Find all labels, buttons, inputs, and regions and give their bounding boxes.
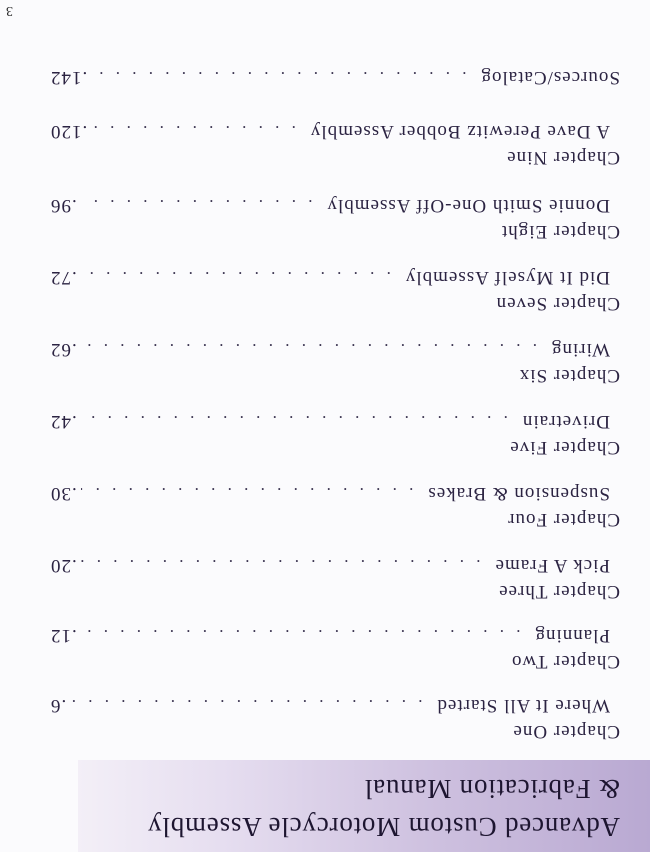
chapter-label: Chapter Four xyxy=(507,509,620,530)
toc-entry-title: Suspension & Brakes xyxy=(427,483,610,504)
dot-leader xyxy=(81,625,521,645)
book-title-line-2: & Fabrication Manual xyxy=(364,774,620,804)
dot-leader xyxy=(81,483,414,503)
toc-entry[interactable] xyxy=(50,118,610,142)
toc-entry-page: .142 xyxy=(50,67,88,88)
toc-entry[interactable] xyxy=(50,552,610,576)
chapter-label: Chapter Nine xyxy=(506,147,620,168)
dot-leader xyxy=(81,555,481,575)
dot-leader xyxy=(70,695,422,715)
toc-entry-title: Where It All Started xyxy=(436,695,610,716)
toc-entry-title: Sources/Catalog xyxy=(480,67,620,88)
toc-entry[interactable] xyxy=(50,336,610,360)
chapter-label: Chapter Eight xyxy=(500,221,620,242)
toc-entry-sources[interactable] xyxy=(50,64,620,88)
toc-entry-page: .20 xyxy=(50,555,77,576)
toc-entry-title: Wiring xyxy=(550,339,610,360)
toc-entry[interactable] xyxy=(50,622,610,646)
toc-entry[interactable] xyxy=(50,408,610,432)
chapter-label: Chapter Seven xyxy=(495,293,620,314)
toc-entry-page: .12 xyxy=(50,625,77,646)
page-number: 3 xyxy=(6,3,13,18)
toc-entry[interactable] xyxy=(50,192,610,216)
toc-entry[interactable] xyxy=(50,692,610,716)
toc-entry-title: Donnie Smith One-Off Assembly xyxy=(326,195,610,216)
dot-leader xyxy=(91,67,466,87)
toc-entry-title: Planning xyxy=(534,625,610,646)
book-title-line-1: Advanced Custom Motorcycle Assembly xyxy=(147,812,620,842)
toc-entry-title: Did It Myself Assembly xyxy=(404,267,610,288)
toc-entry-page: .62 xyxy=(50,339,77,360)
toc-entry-page: .96 xyxy=(50,195,77,216)
chapter-label: Chapter Three xyxy=(498,581,620,602)
chapter-label: Chapter Six xyxy=(518,365,620,386)
dot-leader xyxy=(81,195,313,215)
dot-leader xyxy=(81,411,508,431)
chapter-label: Chapter Two xyxy=(510,651,620,672)
toc-entry[interactable] xyxy=(50,264,610,288)
toc-entry-title: Pick A Frame xyxy=(494,555,610,576)
toc-entry-page: .30 xyxy=(50,483,77,504)
toc-entry-page: .6 xyxy=(50,695,67,716)
dot-leader xyxy=(91,121,296,141)
toc-entry[interactable] xyxy=(50,480,610,504)
toc-entry-page: .72 xyxy=(50,267,77,288)
dot-leader xyxy=(81,267,391,287)
toc-entry-title: Drivetrain xyxy=(521,411,610,432)
dot-leader xyxy=(81,339,537,359)
toc-entry-page: .120 xyxy=(50,121,88,142)
toc-entry-page: .42 xyxy=(50,411,77,432)
title-banner xyxy=(78,760,650,852)
chapter-label: Chapter Five xyxy=(509,437,620,458)
toc-entry-title: A Dave Perewitz Bobber Assembly xyxy=(309,121,610,142)
chapter-label: Chapter One xyxy=(512,721,620,742)
